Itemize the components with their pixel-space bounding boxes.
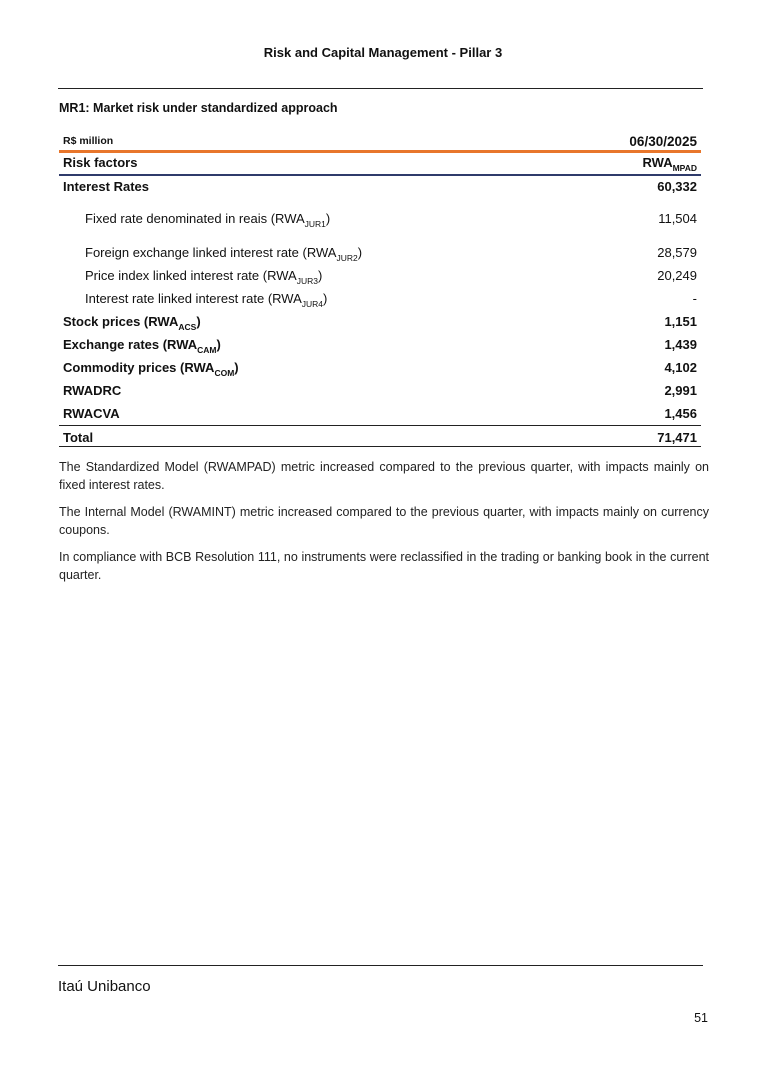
row-value: 1,439 [664,336,697,352]
row-stock-prices [59,311,701,331]
col-header-risk-factors: Risk factors [63,154,138,170]
row-value: 11,504 [658,210,697,226]
header-rule [58,88,703,89]
row-value: 2,991 [664,382,697,398]
row-total [59,427,701,447]
row-label: Foreign exchange linked interest rate $(RWA_{JUR2})$ [85,244,363,263]
row-label: RWADRC [63,382,122,398]
row-value: 1,151 [664,313,697,329]
row-label: Interest Rates [63,178,149,194]
row-label: Fixed rate denominated in reais $(RWA_{JUR1})$ [85,210,331,229]
row-label: Interest rate linked interest rate $(RWA_{JUR4})$ [85,290,328,309]
row-value: - [692,290,697,306]
row-commodity-prices [59,357,701,377]
footer-company-name: Itaú Unibanco [58,978,151,995]
row-exchange-rates [59,334,701,354]
row-value: 60,332 [657,178,697,194]
table-header-row [59,152,701,172]
row-rwadrc [59,380,701,400]
total-top-rule [59,425,701,426]
row-interest-linked [59,288,701,308]
total-bottom-rule [59,446,701,447]
row-rwacva [59,403,701,423]
row-label: Stock prices $(RWA_{ACS})$ [63,313,201,332]
row-value: 71,471 [657,429,697,445]
row-interest-rates [59,176,701,196]
row-label: RWACVA [63,405,120,421]
reference-date: 06/30/2025 [629,133,697,149]
unit-label: R$ million [63,135,114,147]
row-fixed-rate [59,208,701,228]
paragraph-standardized-model: The Standardized Model (RWAMPAD) metric increased compared to the previous quarter, with impacts mainly on fixed interest rates. [59,460,709,492]
row-value: 20,249 [657,267,697,283]
row-value: 1,456 [664,405,697,421]
row-value: 4,102 [664,359,697,375]
col-header-rwa [642,154,701,173]
row-value: 28,579 [657,244,697,260]
paragraph-bcb-resolution: In compliance with BCB Resolution 111, no instruments were reclassified in the trading or banking book in the current quarter. [59,550,709,582]
table-unit-date-row [59,131,701,151]
col-header-rwa-sub: MPAD [672,162,697,173]
row-fx-linked [59,242,701,262]
page-header-title: Risk and Capital Management - Pillar 3 [263,45,503,60]
row-label: Commodity prices $(RWA_{COM})$ [63,359,239,378]
row-label: Price index linked interest rate $(RWA_{JUR3})$ [85,267,323,286]
row-label: Total [63,429,94,445]
col-header-rwa-main: RWA [642,154,673,170]
paragraph-internal-model: The Internal Model (RWAMINT) metric increased compared to the previous quarter, with impacts mainly on currency coupons. [59,505,709,537]
row-label: Exchange rates $(RWA_{CAM})$ [63,336,221,355]
footer-rule [58,965,703,966]
row-price-index [59,265,701,285]
table-title: MR1: Market risk under standardized approach [59,101,338,115]
page-number: 51 [694,1011,708,1025]
